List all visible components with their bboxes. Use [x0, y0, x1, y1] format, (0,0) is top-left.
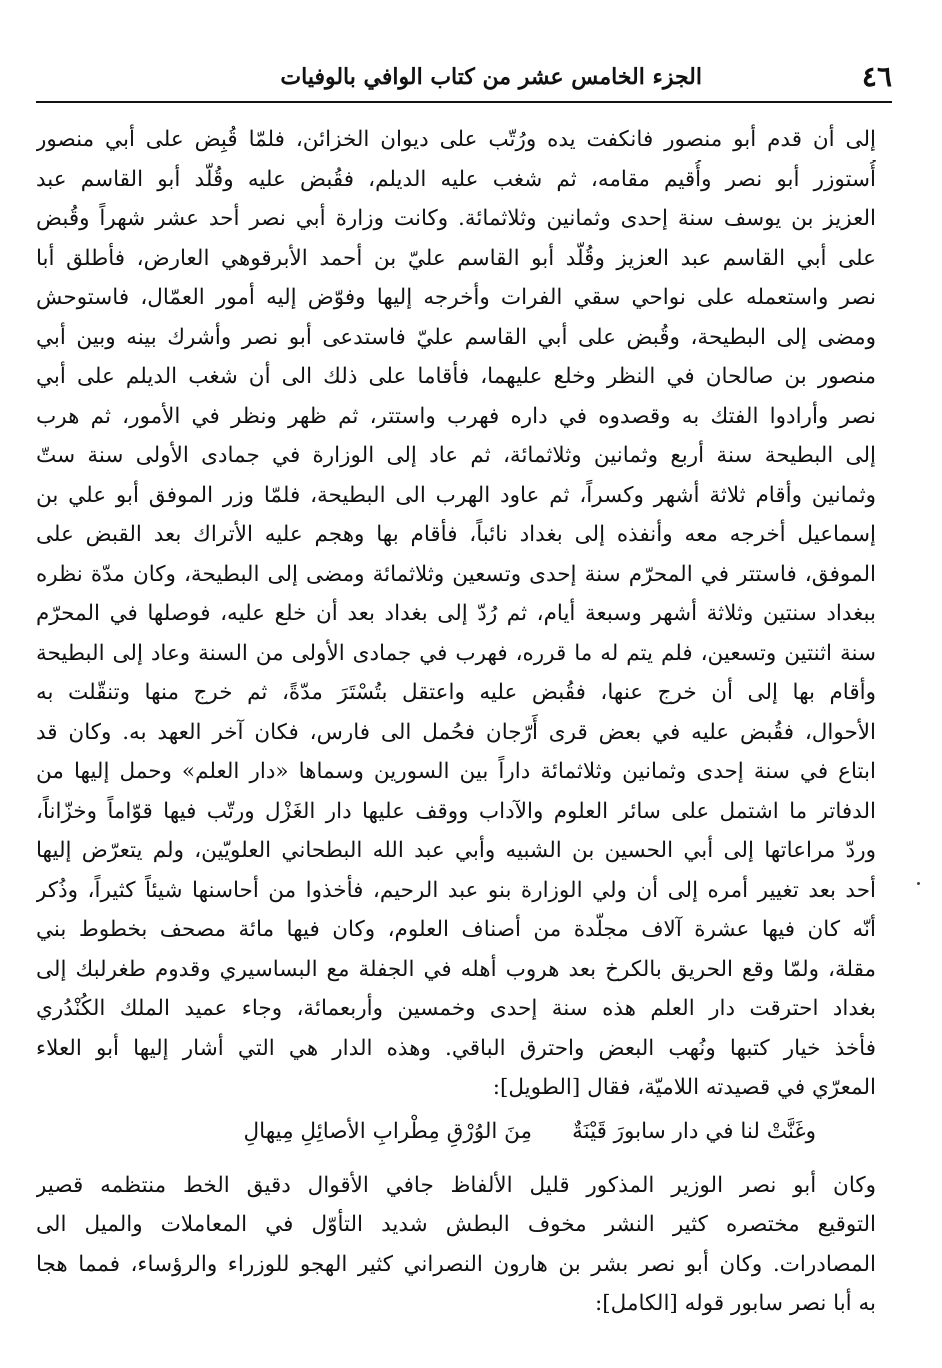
text-line: أنّه كان فيها عشرة آلاف مجلّدة من أصناف العلوم، وكان فيها مائة مصحف بخطوط بني: [36, 917, 876, 942]
text-line: نصر وأرادوا الفتك به وقصدوه في داره فهرب واستتر، ثم ظهر ونظر في الأمور، ثم هرب: [36, 403, 876, 429]
text-line: أحد بعد تغيير أمره إلى أن ولي الوزارة بنو عبد الرحيم، فأخذوا من أحاسنها شيئاً كثيراً، وذُكر: [36, 877, 876, 903]
body-text: [36, 120, 876, 1324]
text-line: إلى أن قدم أبو منصور فانكفت يده ورُتّب على ديوان الخزائن، فلمّا قُبِض على أبي منصور: [36, 127, 876, 152]
text-line: الأحوال، فقُبض عليه في بعض قرى أَرّجان فحُمل الى فارس، فكان آخر العهد به. وكان قد: [36, 719, 876, 745]
text-line: فأخذ خيار كتبها ونُهب البعض واحترق الباقي. وهذه الدار هي التي أشار إليها أبو العلاء: [36, 1035, 876, 1061]
text-line: المصادرات. وكان أبو نصر بشر بن هارون النصراني كثير الهجو للوزراء والرؤساء، فمما هجا: [36, 1251, 876, 1277]
text-line: مقلة، ولمّا وقع الحريق بالكرخ بعد هروب أهله في الجفلة مع البساسيري وقدوم طغرلبك إلى: [36, 956, 876, 982]
text-line: على أبي القاسم عبد العزيز وقُلّد أبو القاسم عليّ بن أحمد الأبرقوهي العارض، فأطلق أبا: [36, 245, 876, 271]
spacer: [36, 1156, 876, 1166]
text-line: الدفاتر ما اشتمل على سائر العلوم والآداب ووقف عليها دار الغَزْل ورتّب فيها قوّاماً وخزّاناً،: [36, 798, 876, 824]
text-line: أُستوزر أبو نصر وأُقيم مقامه، ثم شغب عليه الديلم، فقُبض عليه وقُلّد أبو القاسم عبد: [36, 166, 876, 192]
text-line: إسماعيل أخرجه معه وأنفذه إلى بغداد نائباً، فأقام بها وهجم عليه الأتراك بعد القبض على: [36, 522, 876, 547]
text-line: وأقام بها إلى أن خرج عنها، فقُبض عليه واعتقل بتُسْتَرَ مدّةً، ثم خرج منها وتنقّلت به: [36, 680, 876, 705]
page-header: [36, 50, 892, 102]
header-rule: [36, 101, 892, 103]
verse: [36, 1108, 876, 1156]
text-line: سنة اثنتين وتسعين، فلم يتم له ما قرره، فهرب في جمادى الأولى من السنة وعاد إلى البطيحة: [36, 640, 876, 666]
text-line: به أبا نصر سابور قوله [الكامل]:: [595, 1291, 876, 1316]
text-line: العزيز بن يوسف سنة إحدى وثمانين وثلاثمائة. وكانت وزارة أبي نصر أحد عشر شهراً وقُبض: [36, 206, 876, 231]
text-line: ابتاع في سنة إحدى وثمانين وثلاثمائة داراً بين السورين وسماها «دار العلم» وحمل إليها من: [36, 759, 876, 784]
text-line: المعرّي في قصيدته اللاميّة، فقال [الطويل]:: [492, 1075, 876, 1100]
running-title: الجزء الخامس عشر من كتاب الوافي بالوفيات: [280, 64, 702, 90]
text-line: وثمانين وأقام ثلاثة أشهر وكسراً، ثم عاود الهرب الى البطيحة، فلمّا وزر الموفق أبو علي بن: [36, 482, 876, 508]
text-line: ببغداد سنتين وثلاثة أشهر وسبعة أيام، ثم رُدّ إلى بغداد بعد أن خلع عليه، فوصلها في المحرّم: [36, 601, 876, 626]
text-line: بغداد احترقت دار العلم هذه سنة إحدى وخمسين وأربعمائة، وجاء عميد الملك الكُنْدُري: [36, 996, 876, 1021]
page-number: ٤٦: [861, 60, 892, 93]
text-line: إلى البطيحة سنة أربع وثمانين وثلاثمائة، ثم عاد إلى الوزارة في جمادى الأولى سنة ستّ: [36, 443, 876, 468]
text-line: وكان أبو نصر الوزير المذكور قليل الألفاظ جافي الأقوال دقيق الخط منتظمه قصير: [36, 1172, 876, 1198]
margin-dot: [917, 882, 920, 885]
verse-first-hemistich: وغَنَّتْ لنا في دار سابورَ قَيْنَةٌ: [572, 1118, 816, 1144]
text-line: وردّ مراعاتها إلى أبي الحسين بن الشبيه وأبي عبد الله البطحاني العلويّين، ولم يتعرّض إليها: [36, 838, 876, 863]
verse-second-hemistich: مِنَ الوُرْقِ مِطْرابِ الأصائِلِ مِيهالِ: [243, 1118, 533, 1144]
text-line: الموفق، فاستتر في المحرّم سنة إحدى وتسعين وثلاثمائة ومضى إلى البطيحة، وكان مدّة نظره: [36, 561, 876, 587]
text-line: التوقيع مختصره كثير النشر مخوف البطش شديد التأوّل في المعاملات والميل الى: [36, 1212, 876, 1237]
text-line: منصور بن صالحان في النظر وخلع عليهما، فأقاما على ذلك الى أن شغب الديلم على أبي: [36, 364, 876, 389]
text-line: نصر واستعمله على نواحي سقي الفرات وأخرجه إليها وفوّض إليه أمور العمّال، فاستوحش: [36, 285, 876, 310]
text-line: ومضى إلى البطيحة، وقُبض على أبي القاسم عليّ فاستدعى أبو نصر وأشرك بينه وبين أبي: [36, 324, 876, 350]
